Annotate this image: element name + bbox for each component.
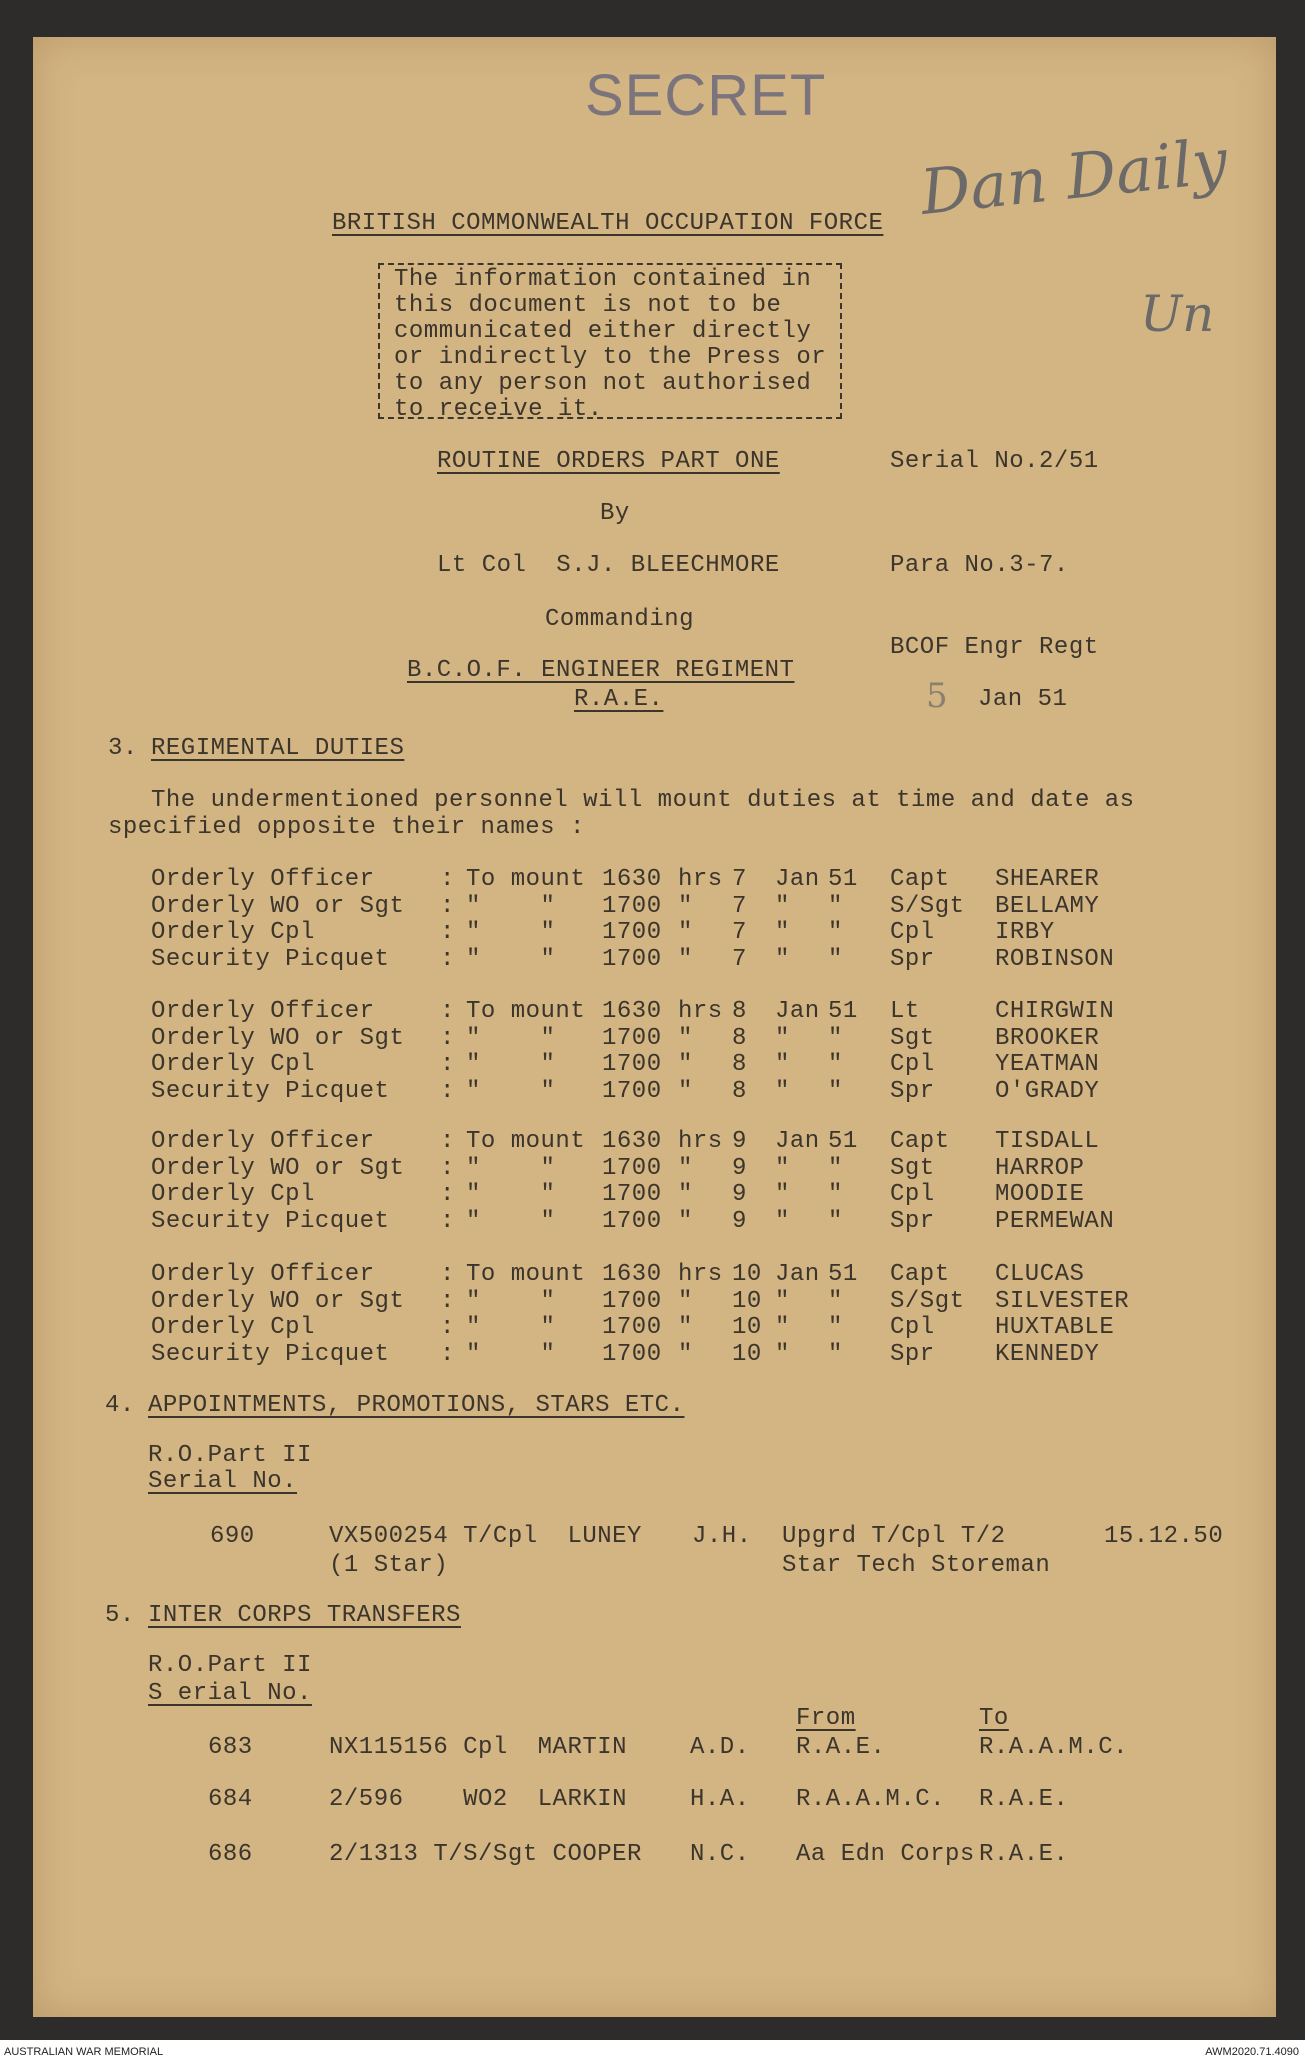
separator: :: [440, 998, 455, 1025]
hrs: ": [678, 1340, 693, 1368]
mount-label: " ": [466, 1051, 556, 1078]
duty-role: Orderly WO or Sgt: [151, 1287, 405, 1315]
mount-label: To mount: [466, 866, 586, 893]
hrs: ": [678, 892, 693, 920]
day: 10: [732, 1261, 762, 1288]
hrs: ": [678, 1024, 693, 1052]
corps-name: R.A.E.: [574, 686, 664, 713]
transfer-serial: 686: [208, 1841, 253, 1868]
year: ": [828, 1340, 843, 1368]
handwritten-initial: Un: [1140, 285, 1215, 343]
rank: Spr: [890, 1207, 935, 1235]
year: 51: [828, 1128, 858, 1155]
entry-date: 15.12.50: [1104, 1523, 1224, 1550]
transfer-from: R.A.A.M.C.: [796, 1786, 946, 1813]
rank: Capt: [890, 1261, 950, 1288]
mount-label: " ": [466, 1181, 556, 1208]
section-3-heading: REGIMENTAL DUTIES: [151, 735, 405, 762]
surname: BELLAMY: [995, 892, 1100, 920]
surname: TISDALL: [995, 1128, 1100, 1155]
duty-role: Orderly WO or Sgt: [151, 892, 405, 920]
day: 7: [732, 866, 747, 893]
footer-archive: AUSTRALIAN WAR MEMORIAL: [4, 2046, 164, 2058]
rank: Sgt: [890, 1154, 935, 1182]
separator: :: [440, 892, 455, 920]
by-label: By: [600, 500, 630, 527]
transfer-from: R.A.E.: [796, 1734, 886, 1761]
notice-line: this document is not to be: [394, 292, 782, 319]
commanding-label: Commanding: [545, 606, 695, 633]
day: 9: [732, 1207, 747, 1235]
notice-line: communicated either directly: [394, 318, 812, 345]
duty-role: Security Picquet: [151, 945, 390, 973]
surname: ROBINSON: [995, 945, 1115, 973]
hrs: ": [678, 1287, 693, 1315]
to-header: To: [979, 1705, 1009, 1732]
mount-label: To mount: [466, 1261, 586, 1288]
separator: :: [440, 1287, 455, 1315]
time: 1700: [602, 945, 662, 973]
duty-role: Orderly Cpl: [151, 1051, 315, 1078]
duty-role: Orderly WO or Sgt: [151, 1024, 405, 1052]
section-3-number: 3.: [108, 735, 138, 762]
duty-role: Orderly Cpl: [151, 1181, 315, 1208]
section-3-intro: The undermentioned personnel will mount duties at time and date as: [151, 787, 1135, 814]
time: 1700: [602, 919, 662, 946]
year: ": [828, 1207, 843, 1235]
day: 7: [732, 945, 747, 973]
separator: :: [440, 919, 455, 946]
duty-role: Orderly WO or Sgt: [151, 1154, 405, 1182]
year: 51: [828, 1261, 858, 1288]
document-date: Jan 51: [978, 686, 1068, 713]
time: 1700: [602, 1024, 662, 1052]
rank: Capt: [890, 866, 950, 893]
duty-role: Orderly Officer: [151, 1261, 375, 1288]
transfer-initials: H.A.: [690, 1786, 750, 1813]
rank: Lt: [890, 998, 920, 1025]
notice-line: or indirectly to the Press or: [394, 344, 827, 371]
section-4-heading: APPOINTMENTS, PROMOTIONS, STARS ETC.: [148, 1392, 685, 1419]
unit-name: B.C.O.F. ENGINEER REGIMENT: [407, 657, 795, 684]
month: ": [775, 1287, 790, 1315]
time: 1700: [602, 892, 662, 920]
mount-label: To mount: [466, 1128, 586, 1155]
section-4-number: 4.: [105, 1392, 135, 1419]
month: Jan: [775, 998, 820, 1025]
confidentiality-notice: [378, 263, 842, 423]
transfer-initials: N.C.: [690, 1841, 750, 1868]
day: 9: [732, 1181, 747, 1208]
notice-line: to any person not authorised: [394, 370, 812, 397]
entry-serial: 690: [210, 1523, 255, 1550]
serial-number: Serial No.2/51: [890, 448, 1099, 475]
year: ": [828, 1181, 843, 1208]
section-5-heading: INTER CORPS TRANSFERS: [148, 1602, 461, 1629]
separator: :: [440, 945, 455, 973]
separator: :: [440, 1207, 455, 1235]
entry-detail-2: Star Tech Storeman: [782, 1552, 1051, 1579]
year: ": [828, 1287, 843, 1315]
column-header: S erial No.: [148, 1680, 312, 1707]
rank: Cpl: [890, 1051, 935, 1078]
mount-label: " ": [466, 1287, 556, 1315]
separator: :: [440, 1181, 455, 1208]
duty-role: Orderly Officer: [151, 866, 375, 893]
surname: CHIRGWIN: [995, 998, 1115, 1025]
mount-label: " ": [466, 892, 556, 920]
entry-member: VX500254 T/Cpl LUNEY: [329, 1523, 642, 1550]
transfer-initials: A.D.: [690, 1734, 750, 1761]
column-header: R.O.Part II: [148, 1442, 312, 1469]
duty-role: Security Picquet: [151, 1077, 390, 1105]
mount-label: " ": [466, 1340, 556, 1368]
secret-stamp: SECRET: [585, 63, 827, 128]
para-number: Para No.3-7.: [890, 552, 1069, 579]
separator: :: [440, 1128, 455, 1155]
year: ": [828, 945, 843, 973]
separator: :: [440, 866, 455, 893]
hrs: hrs: [678, 998, 723, 1025]
transfer-serial: 683: [208, 1734, 253, 1761]
year: ": [828, 892, 843, 920]
month: ": [775, 892, 790, 920]
month: Jan: [775, 1128, 820, 1155]
day: 10: [732, 1340, 762, 1368]
surname: HUXTABLE: [995, 1314, 1115, 1341]
rank: Spr: [890, 945, 935, 973]
year: ": [828, 1314, 843, 1341]
month: ": [775, 1024, 790, 1052]
transfer-to: R.A.A.M.C.: [979, 1734, 1129, 1761]
hrs: ": [678, 1181, 693, 1208]
time: 1630: [602, 998, 662, 1025]
entry-initials: J.H.: [692, 1523, 752, 1550]
transfer-from: Aa Edn Corps: [796, 1841, 975, 1868]
section-5-number: 5.: [105, 1602, 135, 1629]
mount-label: " ": [466, 1077, 556, 1105]
separator: :: [440, 1261, 455, 1288]
hrs: ": [678, 919, 693, 946]
day: 8: [732, 998, 747, 1025]
commander-name: Lt Col S.J. BLEECHMORE: [437, 552, 780, 579]
month: ": [775, 945, 790, 973]
day: 9: [732, 1154, 747, 1182]
separator: :: [440, 1077, 455, 1105]
time: 1700: [602, 1314, 662, 1341]
rank: S/Sgt: [890, 1287, 965, 1315]
month: ": [775, 1207, 790, 1235]
transfer-to: R.A.E.: [979, 1841, 1069, 1868]
time: 1630: [602, 1128, 662, 1155]
mount-label: " ": [466, 1154, 556, 1182]
time: 1700: [602, 1340, 662, 1368]
entry-detail: Upgrd T/Cpl T/2: [782, 1523, 1006, 1550]
unit-short: BCOF Engr Regt: [890, 634, 1099, 661]
handwritten-note: Dan Daily: [917, 124, 1231, 229]
rank: Sgt: [890, 1024, 935, 1052]
mount-label: " ": [466, 1024, 556, 1052]
month: Jan: [775, 1261, 820, 1288]
day: 7: [732, 919, 747, 946]
hrs: ": [678, 1077, 693, 1105]
hrs: ": [678, 1314, 693, 1341]
time: 1700: [602, 1207, 662, 1235]
duty-role: Orderly Cpl: [151, 1314, 315, 1341]
day: 7: [732, 892, 747, 920]
separator: :: [440, 1154, 455, 1182]
surname: SILVESTER: [995, 1287, 1130, 1315]
transfer-serial: 684: [208, 1786, 253, 1813]
year: 51: [828, 866, 858, 893]
entry-note: (1 Star): [329, 1552, 449, 1579]
column-header: Serial No.: [148, 1468, 298, 1495]
time: 1700: [602, 1051, 662, 1078]
mount-label: " ": [466, 945, 556, 973]
column-header: R.O.Part II: [148, 1652, 312, 1679]
time: 1700: [602, 1287, 662, 1315]
hrs: ": [678, 1207, 693, 1235]
surname: CLUCAS: [995, 1261, 1085, 1288]
day: 10: [732, 1287, 762, 1315]
rank: Cpl: [890, 919, 935, 946]
time: 1630: [602, 866, 662, 893]
day: 8: [732, 1051, 747, 1078]
duty-role: Orderly Officer: [151, 1128, 375, 1155]
hrs: hrs: [678, 1261, 723, 1288]
section-3-intro: specified opposite their names :: [108, 814, 585, 841]
day: 8: [732, 1024, 747, 1052]
duty-role: Orderly Cpl: [151, 919, 315, 946]
hrs: ": [678, 1051, 693, 1078]
mount-label: " ": [466, 1207, 556, 1235]
time: 1700: [602, 1077, 662, 1105]
transfer-member: 2/596 WO2 LARKIN: [329, 1786, 628, 1813]
surname: YEATMAN: [995, 1051, 1100, 1078]
surname: O'GRADY: [995, 1077, 1100, 1105]
year: ": [828, 919, 843, 946]
month: ": [775, 1051, 790, 1078]
time: 1630: [602, 1261, 662, 1288]
month: ": [775, 919, 790, 946]
transfer-member: 2/1313 T/S/Sgt COOPER: [329, 1841, 642, 1868]
rank: Capt: [890, 1128, 950, 1155]
time: 1700: [602, 1154, 662, 1182]
mount-label: " ": [466, 919, 556, 946]
from-header: From: [796, 1705, 856, 1732]
month: ": [775, 1154, 790, 1182]
mount-label: To mount: [466, 998, 586, 1025]
duty-role: Security Picquet: [151, 1207, 390, 1235]
date-day-handwritten: 5: [926, 676, 948, 716]
duty-role: Orderly Officer: [151, 998, 375, 1025]
hrs: ": [678, 945, 693, 973]
hrs: hrs: [678, 1128, 723, 1155]
hrs: hrs: [678, 866, 723, 893]
month: Jan: [775, 866, 820, 893]
transfer-member: NX115156 Cpl MARTIN: [329, 1734, 628, 1761]
rank: S/Sgt: [890, 892, 965, 920]
year: ": [828, 1154, 843, 1182]
day: 10: [732, 1314, 762, 1341]
separator: :: [440, 1024, 455, 1052]
notice-line: The information contained in: [394, 266, 812, 293]
separator: :: [440, 1340, 455, 1368]
day: 9: [732, 1128, 747, 1155]
surname: HARROP: [995, 1154, 1085, 1182]
surname: PERMEWAN: [995, 1207, 1115, 1235]
rank: Spr: [890, 1340, 935, 1368]
time: 1700: [602, 1181, 662, 1208]
year: 51: [828, 998, 858, 1025]
year: ": [828, 1051, 843, 1078]
month: ": [775, 1340, 790, 1368]
year: ": [828, 1077, 843, 1105]
month: ": [775, 1181, 790, 1208]
transfer-to: R.A.E.: [979, 1786, 1069, 1813]
document-title: BRITISH COMMONWEALTH OCCUPATION FORCE: [332, 210, 884, 237]
footer-reference: AWM2020.71.4090: [1205, 2046, 1299, 2058]
duty-role: Security Picquet: [151, 1340, 390, 1368]
orders-title: ROUTINE ORDERS PART ONE: [437, 448, 780, 475]
notice-line: to receive it.: [394, 396, 603, 423]
surname: IRBY: [995, 919, 1055, 946]
mount-label: " ": [466, 1314, 556, 1341]
month: ": [775, 1077, 790, 1105]
separator: :: [440, 1051, 455, 1078]
surname: SHEARER: [995, 866, 1100, 893]
surname: BROOKER: [995, 1024, 1100, 1052]
month: ": [775, 1314, 790, 1341]
day: 8: [732, 1077, 747, 1105]
surname: KENNEDY: [995, 1340, 1100, 1368]
rank: Cpl: [890, 1314, 935, 1341]
year: ": [828, 1024, 843, 1052]
rank: Spr: [890, 1077, 935, 1105]
separator: :: [440, 1314, 455, 1341]
hrs: ": [678, 1154, 693, 1182]
rank: Cpl: [890, 1181, 935, 1208]
surname: MOODIE: [995, 1181, 1085, 1208]
